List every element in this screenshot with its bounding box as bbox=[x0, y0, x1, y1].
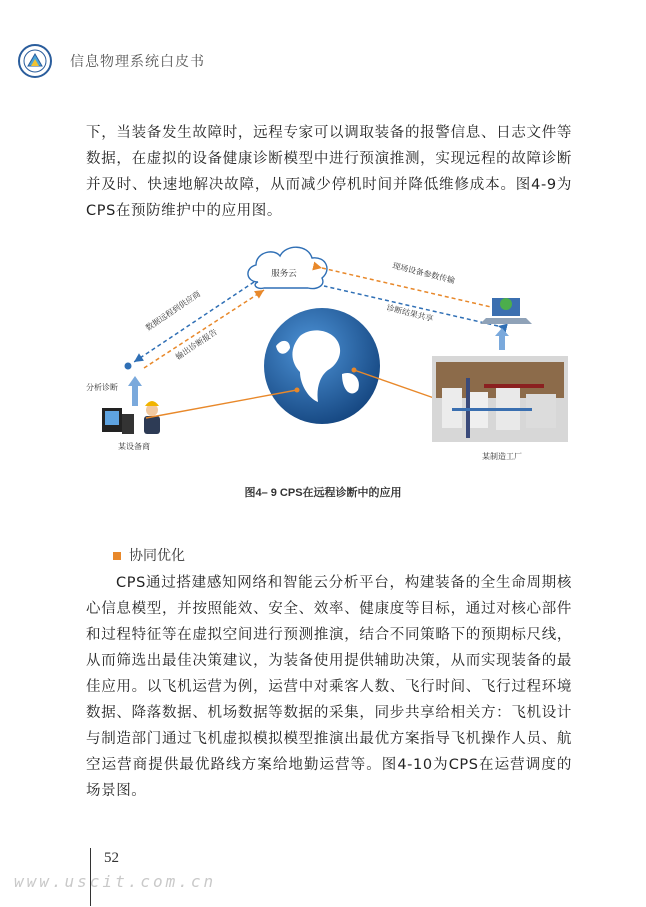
label-result-share: 诊断结果共享 bbox=[385, 303, 435, 324]
watermark-text: www.uscit.com.cn bbox=[14, 872, 217, 891]
body-paragraph-1 bbox=[86, 120, 572, 224]
running-header-title: 信息物理系统白皮书 bbox=[70, 54, 205, 70]
link-supplier-globe bbox=[146, 390, 297, 418]
factory-image bbox=[432, 356, 568, 442]
cloud-label: 服务云 bbox=[271, 269, 297, 279]
page-header bbox=[18, 40, 628, 80]
factory-up-arrow-icon bbox=[495, 328, 509, 350]
label-data-to-supplier: 数据远程到供应商 bbox=[144, 289, 203, 333]
supplier-label: 某设备商 bbox=[118, 442, 150, 451]
service-cloud-icon bbox=[248, 247, 327, 288]
logo-icon bbox=[18, 44, 52, 78]
analysis-label: 分析诊断 bbox=[86, 383, 118, 392]
arrow-report-to-cloud bbox=[144, 290, 264, 368]
label-output-report: 输出诊断报告 bbox=[174, 327, 219, 362]
paragraph-1-text: 下，当装备发生故障时，远程专家可以调取装备的报警信息、日志文件等数据，在虚拟的设备健康诊断模型中进行预演推测，实现远程的故障诊断并及时、快速地解决故障，从而减少停机时间并降低维修成本。图4-9为CPS在预防维护中的应用图。 bbox=[86, 125, 572, 219]
laptop-icon bbox=[480, 298, 532, 324]
globe-icon bbox=[264, 308, 380, 424]
square-bullet-icon bbox=[113, 552, 121, 560]
section-heading bbox=[113, 545, 185, 565]
page-number: 52 bbox=[104, 850, 119, 866]
supplier-computer-icon bbox=[102, 408, 134, 434]
label-param-transfer: 现场设备参数传输 bbox=[391, 261, 456, 286]
analysis-node-icon bbox=[125, 363, 132, 370]
body-paragraph-2 bbox=[86, 570, 572, 804]
remote-diagnosis-figure bbox=[86, 238, 572, 468]
paragraph-2-text: CPS通过搭建感知网络和智能云分析平台，构建装备的全生命周期核心信息模型，并按照能效、安全、效率、健康度等目标，通过对核心部件和过程特征等在虚拟空间进行预测推演，结合不同策略下的预期标尺线，从而筛选出最佳决策建议，为装备使用提供辅助决策，从而实现装备的最佳应用。以飞机运营为例，运营中对乘客人数、飞行时间、飞行过程环境数据、降落数据、机场数据等数据的采集，同步共享给相关方：飞机设计与制造部门通过飞机虚拟模拟模型推演出最优方案指导飞机操作人员、航空运营商提供最优路线方案给地勤运营等。图4-10为CPS在运营调度的场景图。 bbox=[86, 575, 572, 799]
up-arrow-icon bbox=[128, 376, 142, 406]
factory-label: 某制造工厂 bbox=[482, 452, 522, 461]
section-title: 协同优化 bbox=[129, 548, 185, 564]
figure-caption: 图4– 9 CPS在远程诊断中的应用 bbox=[244, 487, 402, 499]
